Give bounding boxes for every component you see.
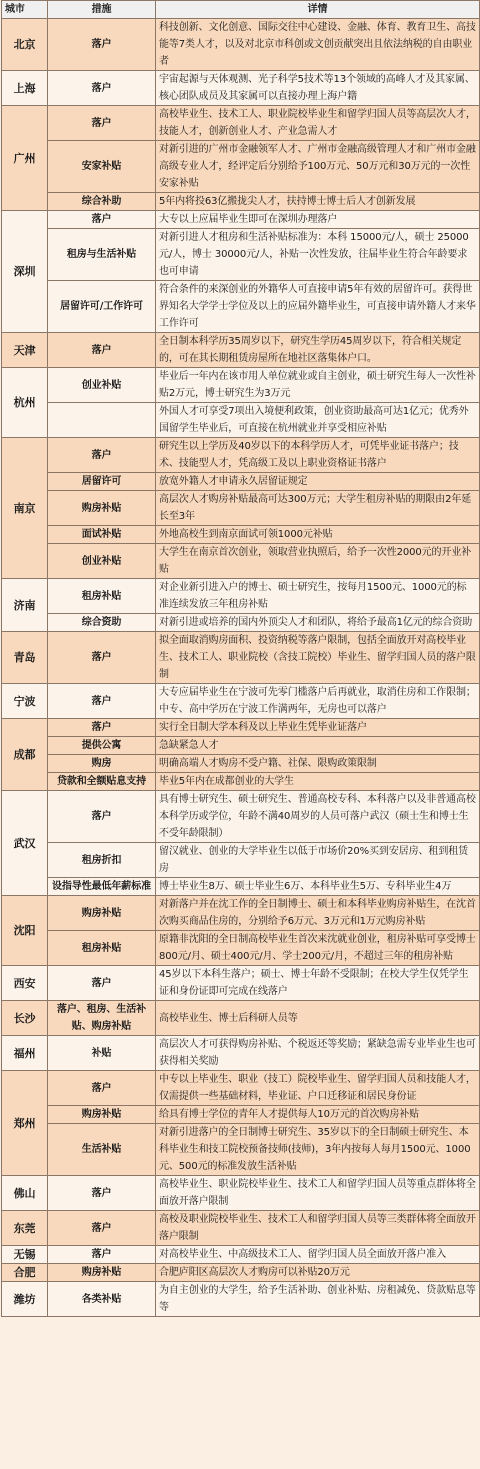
table-row bbox=[2, 614, 480, 632]
detail-cell: 外地高校生到南京面试可领1000元补贴 bbox=[156, 526, 480, 544]
detail-cell: 对高校毕业生、中高级技术工人、留学归国人员全面放开落户准入 bbox=[156, 1246, 480, 1264]
table-row bbox=[2, 1036, 480, 1071]
detail-cell: 明确高端人才购房不受户籍、社保、限购政策限制 bbox=[156, 755, 480, 773]
table-row bbox=[2, 878, 480, 896]
detail-cell: 高校毕业生、职业院校毕业生、技术工人和留学归国人员等重点群体将全面放开落户限制 bbox=[156, 1176, 480, 1211]
measure-cell: 落户 bbox=[48, 1211, 156, 1246]
table-row bbox=[2, 966, 480, 1001]
measure-cell: 落户 bbox=[48, 684, 156, 719]
table-row bbox=[2, 491, 480, 526]
table-row bbox=[2, 1124, 480, 1176]
measure-cell bbox=[48, 403, 156, 438]
table-row bbox=[2, 737, 480, 755]
city-cell: 潍坊 bbox=[2, 1282, 48, 1317]
city-cell: 佛山 bbox=[2, 1176, 48, 1211]
measure-cell: 购房补贴 bbox=[48, 1106, 156, 1124]
measure-cell: 落户 bbox=[48, 438, 156, 473]
measure-cell: 落户 bbox=[48, 791, 156, 843]
detail-cell: 为自主创业的大学生，给予生活补助、创业补贴、房租减免、贷款贴息等等 bbox=[156, 1282, 480, 1317]
detail-cell: 放宽外籍人才申请永久居留证规定 bbox=[156, 473, 480, 491]
detail-cell: 具有博士研究生、硕士研究生、普通高校专科、本科落户以及非普通高校本科学历或学位，年龄不满40周岁的人员可落户武汉（硕士生和博士生不受年龄限制） bbox=[156, 791, 480, 843]
measure-cell: 购房补贴 bbox=[48, 896, 156, 931]
measure-cell: 租房补贴 bbox=[48, 579, 156, 614]
city-cell: 上海 bbox=[2, 71, 48, 106]
table-row bbox=[2, 473, 480, 491]
detail-cell: 5年内将投63亿搬拢尖人才，扶持博士博士后人才创新发展 bbox=[156, 193, 480, 211]
table-row bbox=[2, 931, 480, 966]
measure-cell: 创业补贴 bbox=[48, 368, 156, 403]
measure-cell: 落户 bbox=[48, 71, 156, 106]
city-cell: 北京 bbox=[2, 19, 48, 71]
measure-cell: 创业补贴 bbox=[48, 544, 156, 579]
detail-cell: 实行全日制大学本科及以上毕业生凭毕业证落户 bbox=[156, 719, 480, 737]
table-row bbox=[2, 791, 480, 843]
measure-cell: 落户 bbox=[48, 1176, 156, 1211]
measure-cell: 落户 bbox=[48, 719, 156, 737]
city-cell: 东莞 bbox=[2, 1211, 48, 1246]
measure-cell: 落户 bbox=[48, 632, 156, 684]
detail-cell: 毕业5年内在成都创业的大学生 bbox=[156, 773, 480, 791]
detail-cell: 科技创新、文化创意、国际交往中心建设、金融、体育、教育卫生、高技能等7类人才，以及对北京市科创或文创贡献突出且依法纳税的自由职业者 bbox=[156, 19, 480, 71]
table-row bbox=[2, 106, 480, 141]
detail-cell: 对企业新引进入户的博士、硕士研究生，按每月1500元、1000元的标准连续发放三年租房补贴 bbox=[156, 579, 480, 614]
city-cell: 武汉 bbox=[2, 791, 48, 896]
table-row bbox=[2, 755, 480, 773]
detail-cell: 中专以上毕业生、职业（技工）院校毕业生、留学归国人员和技能人才，仅需提供一些基础材料，毕业证、户口迁移证和居民身份证 bbox=[156, 1071, 480, 1106]
table-row bbox=[2, 526, 480, 544]
city-cell: 青岛 bbox=[2, 632, 48, 684]
detail-cell: 高校及职业院校毕业生、技术工人和留学归国人员等三类群体将全面放开落户限制 bbox=[156, 1211, 480, 1246]
city-cell: 福州 bbox=[2, 1036, 48, 1071]
measure-cell: 购房 bbox=[48, 755, 156, 773]
measure-cell: 购房补贴 bbox=[48, 1264, 156, 1282]
detail-cell: 大专以上应届毕业生即可在深圳办理落户 bbox=[156, 211, 480, 229]
detail-cell: 给具有博士学位的青年人才提供每人10万元的首次购房补贴 bbox=[156, 1106, 480, 1124]
table-row bbox=[2, 281, 480, 333]
detail-cell: 合肥庐阳区高层次人才购房可以补贴20万元 bbox=[156, 1264, 480, 1282]
detail-cell: 对新引进的广州市金融领军人才、广州市金融高级管理人才和广州市金融高级专业人才，经评定后分别给予100万元、50万元和30万元的一次性安家补贴 bbox=[156, 141, 480, 193]
table-header-row bbox=[2, 1, 480, 19]
detail-cell: 全日制本科学历35周岁以下，研究生学历45周岁以下，符合相关规定的，可在其长期租赁房屋所在地社区落集体户口。 bbox=[156, 333, 480, 368]
detail-cell: 高校毕业生、技术工人、职业院校毕业生和留学归国人员等高层次人才，技能人才，创新创业人才、产业急需人才 bbox=[156, 106, 480, 141]
detail-cell: 急缺紧急人才 bbox=[156, 737, 480, 755]
detail-cell: 对新引进落户的全日制博士研究生、35岁以下的全日制硕士研究生、本科毕业生和技工院校预备技师(技师)，3年内按每人每月1500元、1000元、500元的标准发放生活补贴 bbox=[156, 1124, 480, 1176]
table-row bbox=[2, 843, 480, 878]
measure-cell: 综合补助 bbox=[48, 193, 156, 211]
measure-cell: 安家补贴 bbox=[48, 141, 156, 193]
table-row bbox=[2, 1106, 480, 1124]
city-cell: 成都 bbox=[2, 719, 48, 791]
measure-cell: 落户 bbox=[48, 1071, 156, 1106]
table-row bbox=[2, 403, 480, 438]
table-row bbox=[2, 773, 480, 791]
city-cell: 杭州 bbox=[2, 368, 48, 438]
measure-cell: 贷款和全额贴息支持 bbox=[48, 773, 156, 791]
city-cell: 长沙 bbox=[2, 1001, 48, 1036]
measure-cell: 居留许可/工作许可 bbox=[48, 281, 156, 333]
measure-cell: 落户 bbox=[48, 106, 156, 141]
measure-cell: 面试补贴 bbox=[48, 526, 156, 544]
measure-cell: 落户 bbox=[48, 333, 156, 368]
measure-cell: 租房补贴 bbox=[48, 931, 156, 966]
measure-cell: 提供公寓 bbox=[48, 737, 156, 755]
detail-cell: 拟全面取消购房面积、投资纳税等落户限制，包括全面放开对高校毕业生、技术工人、职业院校（含技工院校）毕业生、留学归国人员的落户限制 bbox=[156, 632, 480, 684]
table-row bbox=[2, 141, 480, 193]
table-row bbox=[2, 19, 480, 71]
detail-cell: 对新引进或培养的国内外顶尖人才和团队，将给予最高1亿元的综合资助 bbox=[156, 614, 480, 632]
measure-cell: 落户、租房、生活补贴、购房补贴 bbox=[48, 1001, 156, 1036]
table-row bbox=[2, 1264, 480, 1282]
header-city: 城市 bbox=[2, 1, 48, 19]
detail-cell: 研究生以上学历及40岁以下的本科学历人才，可凭毕业证书落户；技术、技能型人才，凭高级工及以上职业资格证书落户 bbox=[156, 438, 480, 473]
detail-cell: 大专应届毕业生在宁波可先零门槛落户后再就业，取消住房和工作限制；中专、高中学历在宁波工作满两年，无房也可以落户 bbox=[156, 684, 480, 719]
detail-cell: 符合条件的来深创业的外籍华人可直接申请5年有效的居留许可。获得世界知名大学学士学位及以上的应届外籍毕业生，可直接申请外籍人才来华工作许可 bbox=[156, 281, 480, 333]
detail-cell: 高校毕业生、博士后科研人员等 bbox=[156, 1001, 480, 1036]
table-row bbox=[2, 684, 480, 719]
table-row bbox=[2, 193, 480, 211]
detail-cell: 原籍非沈阳的全日制高校毕业生首次来沈就业创业，租房补贴可享受博士800元/月、硕士400元/月、学士200元/月，不超过三年的租房补贴 bbox=[156, 931, 480, 966]
measure-cell: 落户 bbox=[48, 966, 156, 1001]
table-row bbox=[2, 1001, 480, 1036]
measure-cell: 设指导性最低年薪标准 bbox=[48, 878, 156, 896]
measure-cell: 落户 bbox=[48, 19, 156, 71]
table-row bbox=[2, 229, 480, 281]
city-cell: 合肥 bbox=[2, 1264, 48, 1282]
measure-cell: 租房折扣 bbox=[48, 843, 156, 878]
city-cell: 深圳 bbox=[2, 211, 48, 333]
header-detail: 详情 bbox=[156, 1, 480, 19]
table-row bbox=[2, 1211, 480, 1246]
table-row bbox=[2, 1071, 480, 1106]
table-row bbox=[2, 719, 480, 737]
table-row bbox=[2, 438, 480, 473]
measure-cell: 落户 bbox=[48, 211, 156, 229]
detail-cell: 45岁以下本科生落户；硕士、博士年龄不受限制；在校大学生仅凭学生证和身份证即可完成在线落户 bbox=[156, 966, 480, 1001]
detail-cell: 高层次人才购房补贴最高可达300万元；大学生租房补贴的期限由2年延长至3年 bbox=[156, 491, 480, 526]
city-cell: 南京 bbox=[2, 438, 48, 579]
table-row bbox=[2, 632, 480, 684]
table-row bbox=[2, 333, 480, 368]
city-cell: 广州 bbox=[2, 106, 48, 211]
measure-cell: 生活补贴 bbox=[48, 1124, 156, 1176]
measure-cell: 补贴 bbox=[48, 1036, 156, 1071]
measure-cell: 落户 bbox=[48, 1246, 156, 1264]
city-cell: 宁波 bbox=[2, 684, 48, 719]
city-cell: 郑州 bbox=[2, 1071, 48, 1176]
detail-cell: 留汉就业、创业的大学毕业生以低于市场价20%买到安居房、租到租赁房 bbox=[156, 843, 480, 878]
detail-cell: 毕业后一年内在该市用人单位就业或自主创业，硕士研究生每人一次性补贴2万元，博士研究生为3万元 bbox=[156, 368, 480, 403]
table-row bbox=[2, 368, 480, 403]
city-cell: 济南 bbox=[2, 579, 48, 632]
detail-cell: 对新落户并在沈工作的全日制博士、硕士和本科毕业购房补贴生，在沈首次购买商品住房的，分别给予6万元、3万元和1万元购房补贴 bbox=[156, 896, 480, 931]
detail-cell: 博士毕业生8万、硕士毕业生6万、本科毕业生5万、专科毕业生4万 bbox=[156, 878, 480, 896]
detail-cell: 外国人才可享受7项出入境便利政策，创业资助最高可达1亿元；优秀外国留学生毕业后，可直接在杭州就业并享受相应补贴 bbox=[156, 403, 480, 438]
detail-cell: 对新引进人才租房和生活补贴标准为：本科 15000元/人，硕士 25000元/人，博士 30000元/人，补贴一次性发放，往届毕业生符合年龄要求也可申请 bbox=[156, 229, 480, 281]
table-row bbox=[2, 71, 480, 106]
talent-policy-table bbox=[1, 0, 480, 1317]
detail-cell: 高层次人才可获得购房补贴、个税返还等奖励；紧缺急需专业毕业生也可获得相关奖励 bbox=[156, 1036, 480, 1071]
detail-cell: 宇宙起源与天体观测、光子科学5技术等13个领域的高峰人才及其家属、核心团队成员及其家属可以直接办理上海户籍 bbox=[156, 71, 480, 106]
header-measure: 措施 bbox=[48, 1, 156, 19]
city-cell: 无锡 bbox=[2, 1246, 48, 1264]
policy-table-container bbox=[1, 0, 479, 1317]
table-row bbox=[2, 896, 480, 931]
table-row bbox=[2, 1176, 480, 1211]
table-row bbox=[2, 544, 480, 579]
city-cell: 西安 bbox=[2, 966, 48, 1001]
city-cell: 天津 bbox=[2, 333, 48, 368]
measure-cell: 购房补贴 bbox=[48, 491, 156, 526]
table-row bbox=[2, 211, 480, 229]
table-body bbox=[2, 19, 480, 1317]
table-row bbox=[2, 1246, 480, 1264]
table-row bbox=[2, 579, 480, 614]
measure-cell: 各类补贴 bbox=[48, 1282, 156, 1317]
measure-cell: 居留许可 bbox=[48, 473, 156, 491]
measure-cell: 综合资助 bbox=[48, 614, 156, 632]
detail-cell: 大学生在南京首次创业，领取营业执照后，给予一次性2000元的开业补贴 bbox=[156, 544, 480, 579]
table-row bbox=[2, 1282, 480, 1317]
city-cell: 沈阳 bbox=[2, 896, 48, 966]
measure-cell: 租房与生活补贴 bbox=[48, 229, 156, 281]
